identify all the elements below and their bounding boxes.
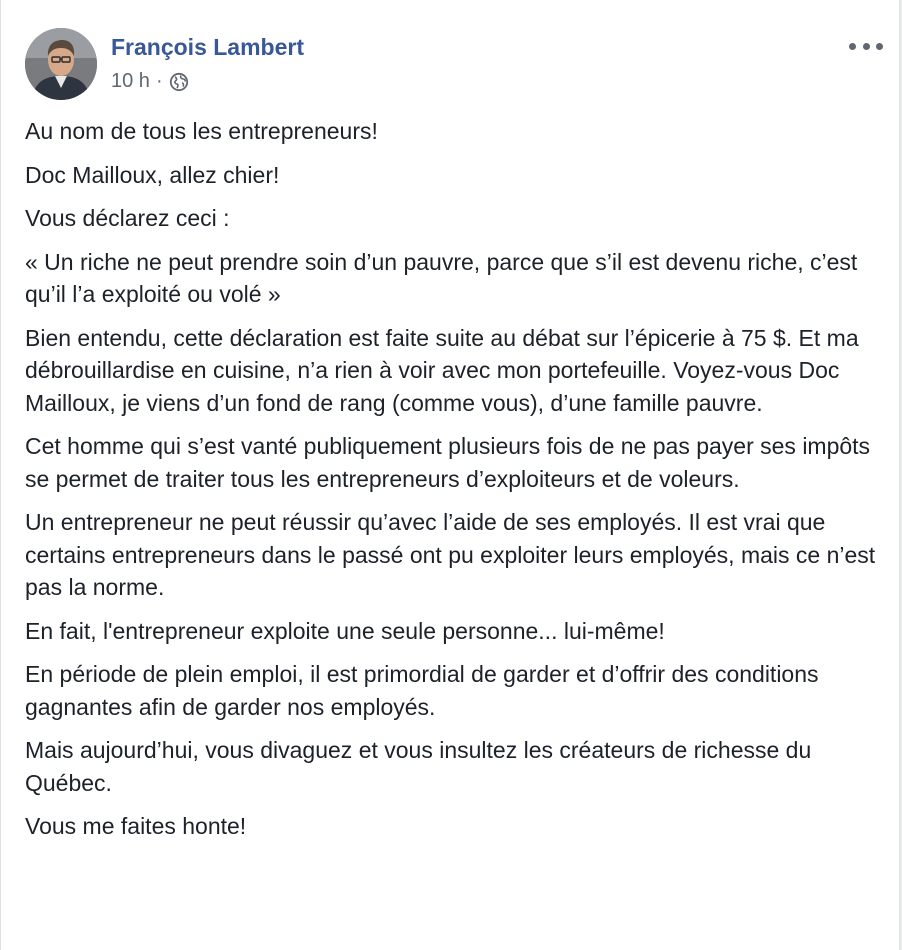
avatar-photo (25, 28, 97, 100)
post-paragraph: Un entrepreneur ne peut réussir qu’avec l’aide de ses employés. Il est vrai que certains entrepreneurs dans le passé ont pu exploiter leurs employés, mais ce n’est pas la norme. (25, 509, 876, 600)
post-paragraph: Vous me faites honte! (25, 813, 247, 839)
post-paragraph: Doc Mailloux, allez chier! (25, 161, 280, 188)
post-paragraph: « Un riche ne peut prendre soin d’un pauvre, parce que s’il est devenu riche, c’est qu’il l’a exploité ou volé » (25, 248, 858, 307)
author-avatar[interactable] (25, 28, 97, 100)
post-paragraph: Vous déclarez ceci : (25, 205, 230, 231)
post-paragraph: Au nom de tous les entrepreneurs! (25, 118, 378, 144)
author-name[interactable]: François Lambert (111, 34, 304, 60)
post-timestamp[interactable]: 10 h (111, 70, 150, 92)
globe-icon[interactable] (169, 72, 189, 92)
post-paragraph: Cet homme qui s’est vanté publiquement plusieurs fois de ne pas payer ses impôts se permet de traiter tous les entrepreneurs d’exploiteurs et de voleurs. (25, 433, 871, 492)
more-dot (863, 43, 870, 50)
more-dot (876, 43, 883, 50)
post-header (25, 26, 883, 102)
post-paragraph: En fait, l'entrepreneur exploite une seule personne... lui-même! (25, 617, 665, 644)
more-dot (849, 43, 856, 50)
more-options-icon[interactable] (849, 36, 883, 56)
meta-separator: · (155, 70, 163, 92)
post-paragraph: Mais aujourd’hui, vous divaguez et vous insultez les créateurs de richesse du Québec. (25, 737, 812, 796)
post-meta (111, 70, 189, 93)
post-paragraph: Bien entendu, cette déclaration est faite suite au débat sur l’épicerie à 75 $. Et ma débrouillardise en cuisine, n’a rien à voir avec mon portefeuille. Voyez-vous Doc Mailloux, je viens d’un fond de rang (comme vous), d’une famille pauvre. (25, 324, 859, 416)
post-body (25, 115, 881, 854)
post-paragraph: En période de plein emploi, il est primordial de garder et d’offrir des conditions gagnantes afin de garder nos employés. (25, 661, 819, 720)
